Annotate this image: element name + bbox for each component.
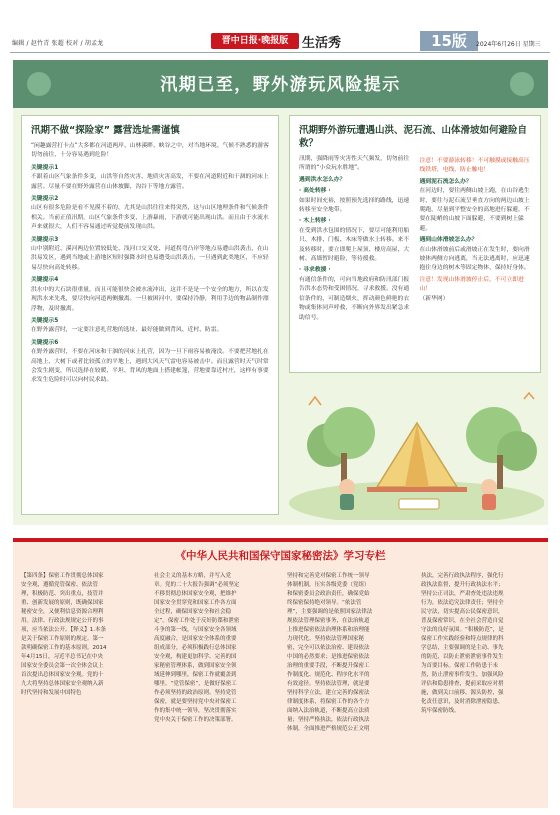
subheading: 遇到山体滑坡怎么办？ xyxy=(419,237,478,244)
paragraph: 在山体滑坡前后或滑坡正在发生时，要向滑坡体两侧方向逃离，当无法逃离时，应迅速抱住身边的树木等固定物体，保持好身体。 xyxy=(419,246,530,272)
secrecy-law-column xyxy=(13,538,548,808)
key-tip-heading: 关键提示3 xyxy=(31,236,59,243)
key-tip-body: 不跟着山区气象条件多变，山洪等自然灾害、地质灾害高发，不要在河道附近和干涸的河床上露营。尽量不要在野外露营在山体坡脚、沟谷下等地方露营。 xyxy=(31,174,269,190)
column-paragraph: 社会主义的基本方略，并写入党章。党的二十大报告强调“必须坚定不移贯彻总体国家安全观，把维护国家安全贯穿党和国家工作各方面全过程，确保国家安全和社会稳定”。保密工作处于反奸防谍和泄密斗争的第一线，与国家安全各领域高度融合，是国家安全体系的重要组成部分，必须积极践行总体国家安全观，构建更加科学、完善的国家秘密管理体系，做到国家安全领域延伸到哪里，保密工作就覆盖到哪里。“党管保密”，是做好保密工作必须坚持的政治原则。坚持党管保密，就是要坚持党中央对保密工作的集中统一领导，坚决贯彻落实党中央关于保密工作的决策部署。 xyxy=(154,573,240,723)
column-text-3 xyxy=(287,572,373,734)
paragraph: 在河边时，要往两侧山坡上跑，在山谷逃生时，要往与泥石流呈垂直方向的两边山坡上爬跑，尽量到平整安全的高地进行躲避，不要在陡峭的山坡下面躲避，不要到树上躲避。 xyxy=(419,188,530,232)
header-divider xyxy=(10,52,550,53)
column-title: 《中华人民共和国保守国家秘密法》学习专栏 xyxy=(175,550,386,562)
paragraph: 汛期，强降雨等灾害性天气频发，切勿前往所谓的“小众玩水胜地”。 xyxy=(299,156,410,172)
column-paragraph: 坚持和完善党对保密工作统一领导体制机制，压实各级党委（党组）和保密委员会政治责任，确保党始终保密保持绝对领导。“依法管理”，主要强调的是依照国家法律法规依法管理保密事务，在法治轨道上推进保密依法治理体系和治理能力现代化。坚持依法管理国家秘密，完全可以依法治密、建设依法中国的必然要求；是推进保密依法治理的重要手段，不断提升保密工作制度化、规范化、程序化水平的有效途径。坚持依法管理，就是要坚持科学立法，建立完善的保密法律制度体系，将保密工作的各个方面纳入法治轨道，不断提高立法质量；坚持严格执法，依法行政执法体制，全面推进严格规范公正文明 xyxy=(287,573,373,732)
left-article xyxy=(21,115,279,515)
key-tip-heading: 关键提示5 xyxy=(31,317,59,324)
issue-date: 2024年6月26日 星期三 xyxy=(476,41,541,48)
key-tip-body: 山区有很多危险是看不见摸不着的，尤其是山洪往往来得突然，这与山区地理条件和气候条件相关。当前正值汛期，山区气象条件多变，上游暴雨，下游就可能出现山洪。而且由于水流水声来就很大，人们不容易通过听觉提前发现山洪。 xyxy=(31,205,269,231)
column-paragraph: 【第四条】保密工作贯彻总体国家安全观，遵循党管保密、依法管理，积极防范、突出重点，技管并重、创新发展的原则，既确保国家秘密安全，又便利信息资源合理利用。法律、行政法规规定公开的事项，应当依法公开。【释义】1.本条是关于保密工作原则的规定。第一款明确保密工作的基本原则。2014年4月15日，习近平总书记在中央国家安全委员会第一次全体会议上首次提出总体国家安全观。党的十九大将坚持总体国家安全观纳入新时代坚持和发展中国特色 xyxy=(21,573,107,696)
subheading: 遇到泥石流怎么办？ xyxy=(419,178,472,185)
key-tip-body: 洪水中的大石块很重量，而且可能很快会被水流冲出，这并不是是一个安全的地方，所以在发现洪水来先兆，要尽快向河道两侧撤离。一旦被困河中，要保持冷静，利用手边的物品制作漂浮物，及时撤离。 xyxy=(31,286,269,312)
paragraph: （新华网） xyxy=(419,295,449,302)
key-tip-heading: 关键提示6 xyxy=(31,339,59,346)
feature-banner xyxy=(13,60,548,108)
column-paragraph: 执法，完善行政执法程序，强化行政执法监督，提升行政执法水平；坚持公正司法，严肃查处违法违规行为，依法追究法律责任；坚持全民守法，切实提高公民保密意识，普及保密常识，在全社会营造自觉守法的良好氛围。“积极防范”，是保密工作实践经验和特点规律的科学总结，主要强调的是主动、事先的防范，以防止泄密泄密事件发生为首要目标。保密工作防患于未然，防止泄密事件发生，加强风险评估和隐患排查，提前采取应对措施，做到关口前移、源头防控，强化责任意识，及时消除泄密隐患，筑牢保密防线。 xyxy=(421,573,504,714)
subheading: · 寻求救援 · xyxy=(299,267,331,274)
column-text-1 xyxy=(21,572,107,698)
feature-title: 汛期已至，野外游玩风险提示 xyxy=(160,75,401,95)
right-article xyxy=(289,115,541,373)
key-tip-heading: 关键提示1 xyxy=(31,164,59,171)
paragraph: 在受到洪水包围的情况下，要尽可能利用船只、木排、门板、木床等做水上转移。来不及转移时，要立即爬上屋顶、楼房高屋、大树、高墙暂时避险，等待援救。 xyxy=(299,227,410,263)
page-number: 15版 xyxy=(420,31,478,51)
section-name: 生活秀 xyxy=(302,36,342,51)
subheading: 遇到洪水怎么办？ xyxy=(299,176,346,183)
left-article-items xyxy=(31,164,269,386)
newspaper-logo: 晋中日报·晚报版 xyxy=(211,33,299,49)
key-tip-body: 在野外露营时，不要在河床和干涸的河床上扎营，因为一旦下雨容易被淹没。不要把营地扎在高地上、大树下或者比较孤立的平地上，遇到大风天气雷电容易被击中。而且露营时天气时常会发生剧变，所以选择在较暖、平坦、背风的地面上搭建帐篷，营地要靠近村庄，这样有事要求发生危险时可以向村民求助。 xyxy=(31,349,269,384)
right-article-title: 汛期野外游玩遭遇山洪、泥石流、山体滑坡如何避险自救？ xyxy=(299,125,528,149)
column-text-2 xyxy=(154,572,240,725)
left-article-intro: “闲趣露营打卡点”大多都在河道两岸、山林溪畔、峡谷之中，对当地环境、气候不熟悉的游客切勿前往，十分容易遇到危险！ xyxy=(31,143,269,159)
right-article-col-1 xyxy=(299,155,411,323)
key-tip-heading: 关键提示2 xyxy=(31,196,59,203)
key-tip-body: 山中别附近、溪河两边位置较低处、浅河口交叉处、河道拐弯凸岸等地点易遭山洪袭击，在山洪易发区，遇到当地或上游地区短时强降水时也易遭受山洪袭击，一旦遇到此类地区，不应轻易尽快向高处转移。 xyxy=(31,246,269,271)
left-article-title: 汛期不做“探险家” 露营选址需谨慎 xyxy=(31,125,180,136)
flood-season-panel xyxy=(13,60,548,525)
warning-note: 注意！不要游泳转移！不可触摸或接触高压线铁塔，电线，防止触电！ xyxy=(419,158,530,174)
editor-credits: 编辑 / 赵竹青 张超 校对 / 胡孟龙 xyxy=(12,40,104,47)
paragraph: 如果时间充裕，按照预先选择的路线，迅速转移至安全地带。 xyxy=(299,197,410,214)
key-tip-body: 在野外露营时，一定要注意扎营地的选址，最好能做到背风、近村、防雷。 xyxy=(31,327,223,334)
page-header xyxy=(0,0,560,60)
subheading: · 木上转移 · xyxy=(299,218,331,225)
key-tip-heading: 关键提示4 xyxy=(31,277,59,284)
right-article-col-2 xyxy=(420,155,532,323)
warning-note: 注意！发现山体滑坡停止后，不可立即进山！ xyxy=(419,276,524,293)
column-text-4 xyxy=(421,572,507,716)
camping-illustration xyxy=(289,375,544,520)
subheading: · 高处转移 · xyxy=(299,188,331,195)
paragraph: 有通信条件的，可向当地政府和防汛部门报告洪水态势和受困情况，寻求救援。没有通信条件的，可制造烟火，挥动颜色鲜艳的衣物或集体同声呼救，不断向外界发出紧急求助信号。 xyxy=(299,276,410,321)
